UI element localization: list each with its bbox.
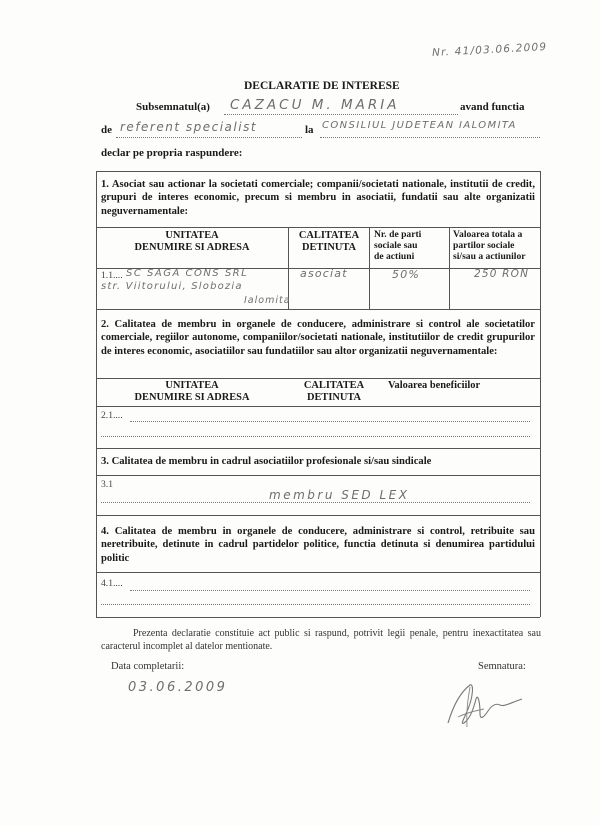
signature-label: Semnatura: [478,661,526,672]
table1-row-parts: 50% [392,268,421,281]
table1-bottom-border [96,309,540,310]
table3-row-value: membru SED LEX [269,488,410,502]
table2-row-dotline-2 [101,436,530,437]
table1-col-divider-3 [449,227,450,309]
subsemnatul-dotline [224,114,458,115]
table4-row-prefix: 4.1.... [101,578,123,589]
table2-top-border [96,378,540,379]
table2-row-dotline [130,421,530,422]
table2-left-border [96,309,97,448]
table1-row-unit-line1: SC SAGA CONS SRL [126,268,249,279]
institution-value: CONSILIUL JUDETEAN IALOMITA [322,120,517,131]
table4-top-border [96,572,540,573]
table2-bottom-border [96,448,540,449]
date-value: 03.06.2009 [128,680,228,695]
table1-row-unit-line3: Ialomita [244,295,291,306]
table1-header-parts: Nr. de parti sociale sau de actiuni [374,229,422,262]
table1-col-divider-2 [369,227,370,309]
table1-header-unit: UNITATEA DENUMIRE SI ADRESA [134,230,250,253]
institution-dotline [320,137,540,138]
table1-row-value: 250 RON [474,268,530,280]
registration-number: Nr. 41/03.06.2009 [431,40,548,60]
declar-label: declar pe propria raspundere: [101,147,243,159]
table1-header-value: Valoarea totala a partilor sociale si/sau a actiunilor [453,229,526,262]
table4-left-border [96,515,97,617]
table4-bottom-border [96,617,540,618]
section2-heading: 2. Calitatea de membru in organele de conducere, administrare si control ale societatilor comerciale, regiilor autonome, companiilor/societati nationale, institutiilor de credit grupurilor de interes economic, asociatiilor sau fundatiilor sau altor organizatii neguvernamentale: [101,319,535,357]
section1-top-border [96,171,540,172]
table2-row-prefix: 2.1.... [101,410,123,421]
table2-right-border [540,309,541,448]
table3-row-prefix: 3.1 [101,479,113,490]
date-label: Data completarii: [111,661,185,672]
table3-row-dotline [101,502,530,503]
table1-header-quality: CALITATEA DETINUTA [298,230,360,253]
page-title: DECLARATIE DE INTERESE [244,80,400,92]
de-label: de [101,124,112,136]
table3-bottom-border [96,515,540,516]
table2-header-unit: UNITATEA DENUMIRE SI ADRESA [134,380,250,403]
section3-heading: 3. Calitatea de membru in cadrul asociatiilor profesionale si/sau sindicale [101,456,432,467]
table2-header-benefits: Valoarea beneficiilor [388,380,481,391]
table1-row-prefix: 1.1.... [101,270,123,281]
table4-row-dotline [130,590,530,591]
function-dotline [116,137,302,138]
table2-header-bottom [96,406,540,407]
public-act-statement: Prezenta declaratie constituie act public si raspund, potrivit legii penale, pentru inexactitatea sau caracterul incomplet al datelor mentionate. [101,628,541,652]
table2-header-quality: CALITATEA DETINUTA [303,380,365,403]
section1-heading: 1. Asociat sau actionar la societati comerciale; companii/societati nationale, institutii de credit, grupuri de interes economic, precum si membru in asociatii, fundatii sau alte organizatii neguvernamentale: [101,179,535,217]
function-value: referent specialist [120,120,258,134]
table1-left-border [96,171,97,309]
table3-left-border [96,448,97,515]
section4-heading: 4. Calitatea de membru in organele de conducere, administrare si control, retribuite sau neretribuite, detinute in cadrul partidelor politice, functia detinuta si denumirea partidului politic [101,526,535,564]
subsemnatul-label: Subsemnatul(a) [136,101,210,113]
avand-functia-label: avand functia [460,101,525,113]
table1-right-border [540,171,541,309]
table4-right-border [540,515,541,617]
subsemnatul-value: CAZACU M. MARIA [230,97,400,113]
table3-top-border [96,475,540,476]
table4-row-dotline-2 [101,604,530,605]
table1-top-border [96,227,540,228]
table3-right-border [540,448,541,515]
signature-image [440,673,530,733]
table1-row-quality: asociat [300,267,348,280]
la-label: la [305,124,314,136]
table1-row-unit-line2: str. Viitorului, Slobozia [101,281,243,292]
